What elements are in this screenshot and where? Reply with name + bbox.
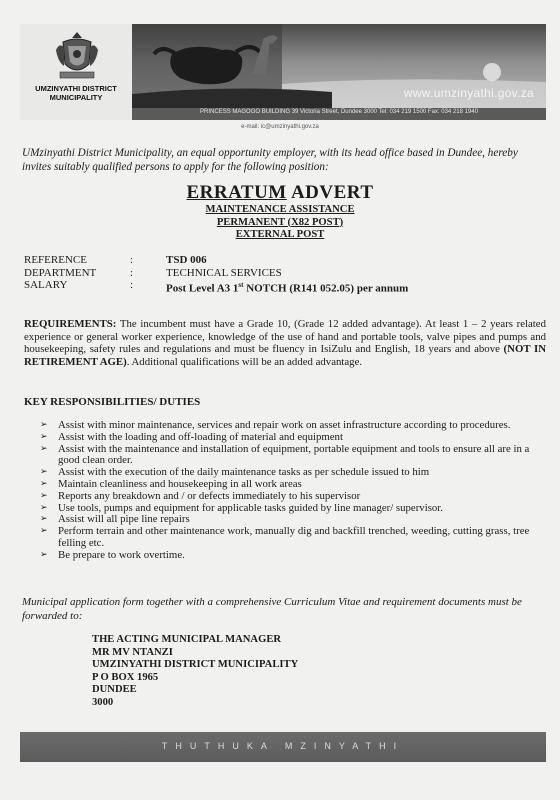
arrow-bullet-icon: ➢ xyxy=(40,514,48,525)
office-address: PRINCESS MAGOGO BUILDING 39 Victoria Street, Dundee 3000 Tel: 034 219 1500 Fax: 034 218 1940 xyxy=(200,109,478,115)
advert-title xyxy=(0,182,560,204)
list-item: ➢ Perform terrain and other maintenance work, manually dig and backfill trenched, weeding, cutting grass, tree felling etc. xyxy=(40,525,530,549)
colon: : xyxy=(130,266,134,279)
list-item: ➢ Assist with the loading and off-loading of material and equipment xyxy=(40,430,343,443)
arrow-bullet-icon: ➢ xyxy=(40,502,48,513)
title-word-erratum: ERRATUM xyxy=(186,182,287,203)
arrow-bullet-icon: ➢ xyxy=(40,443,48,454)
arrow-bullet-icon: ➢ xyxy=(40,431,48,442)
address-line: MR MV NTANZI xyxy=(92,646,173,658)
arrow-bullet-icon: ➢ xyxy=(40,549,48,560)
arrow-bullet-icon: ➢ xyxy=(40,526,48,537)
arrow-bullet-icon: ➢ xyxy=(40,467,48,478)
arrow-bullet-icon: ➢ xyxy=(40,490,48,501)
responsibilities-heading: KEY RESPONSIBILITIES/ DUTIES xyxy=(24,396,201,408)
reference-label: REFERENCE xyxy=(24,254,87,266)
department-label: DEPARTMENT xyxy=(24,266,97,279)
list-item: ➢ Be prepare to work overtime. xyxy=(40,548,185,561)
department-value: TECHNICAL SERVICES xyxy=(166,266,282,279)
crest-panel xyxy=(20,24,132,120)
list-item: ➢ Use tools, pumps and equipment for applicable tasks guided by line manager/ supervisor. xyxy=(40,501,444,514)
email-line: e-mail: ic@umzinyathi.gov.za xyxy=(241,124,319,130)
arrow-bullet-icon: ➢ xyxy=(40,420,48,430)
address-strip xyxy=(132,108,546,120)
list-item: ➢ Assist with minor maintenance, services and repair work on asset infrastructure according to procedures. xyxy=(40,419,511,431)
list-item: ➢ Assist will all pipe line repairs xyxy=(40,513,190,526)
address-line: DUNDEE xyxy=(92,684,137,696)
arrow-bullet-icon: ➢ xyxy=(40,478,48,489)
salary-value: Post Level A3 1st NOTCH (R141 052.05) per annum xyxy=(166,281,409,295)
intro-paragraph: UMzinyathi District Municipality, an equal opportunity employer, with its head office based in Dundee, hereby invites suitably qualified persons to apply for the following position: xyxy=(22,147,518,173)
postal-address xyxy=(92,634,298,710)
colon: : xyxy=(130,254,134,266)
address-line: THE ACTING MUNICIPAL MANAGER xyxy=(92,634,282,645)
advert-title-block xyxy=(0,182,560,242)
footer-banner xyxy=(20,732,546,762)
municipality-name: UMZINYATHI DISTRICT MUNICIPALITY xyxy=(35,84,117,102)
post-scope: EXTERNAL POST xyxy=(235,229,325,240)
retirement-note: (NOT IN RETIREMENT AGE) xyxy=(24,343,547,368)
list-item: ➢ Maintain cleanliness and housekeeping in all work areas xyxy=(40,477,302,490)
website-url[interactable]: www.umzinyathi.gov.za xyxy=(403,86,534,100)
title-word-advert: ADVERT xyxy=(290,182,374,203)
duties-list xyxy=(40,420,540,562)
list-item: ➢ Assist with the maintenance and installation of equipment, portable equipment and tools to ensure all are in a good clean order. xyxy=(40,442,530,467)
salary-label: SALARY xyxy=(24,279,68,291)
list-item: ➢ Reports any breakdown and / or defects immediately to his supervisor xyxy=(40,489,361,502)
reference-value: TSD 006 xyxy=(166,254,207,266)
list-item: ➢ Assist with the execution of the daily maintenance tasks as per schedule issued to him xyxy=(40,466,430,479)
coat-of-arms-icon xyxy=(54,30,100,82)
header-banner xyxy=(20,24,546,120)
post-type: PERMANENT (X82 POST) xyxy=(216,216,344,228)
application-instructions: Municipal application form together with a comprehensive Curriculum Vitae and requirement documents must be forwarded to: xyxy=(22,596,522,622)
requirements-paragraph: REQUIREMENTS: The incumbent must have a Grade 10, (Grade 12 added advantage). At least 1 – 2 years related experience or general worker experience, knowledge of the use of hand and portable tools, valve pipes and pumps and housekeeping, safety rules and regulations and must be fluency in IsiZulu and English, 18 years and above (NOT IN RETIREMENT AGE). Additional qualifications will be an added advantage. xyxy=(24,318,547,368)
address-line: UMZINYATHI DISTRICT MUNICIPALITY xyxy=(92,659,299,671)
address-line: 3000 xyxy=(92,696,114,708)
requirements-label: REQUIREMENTS: xyxy=(24,318,117,330)
footer-slogan: THUTHUKA MZINYATHI xyxy=(161,741,405,751)
address-line: P O BOX 1965 xyxy=(92,671,159,683)
colon: : xyxy=(130,279,134,291)
position-title: MAINTENANCE ASSISTANCE xyxy=(205,204,355,215)
